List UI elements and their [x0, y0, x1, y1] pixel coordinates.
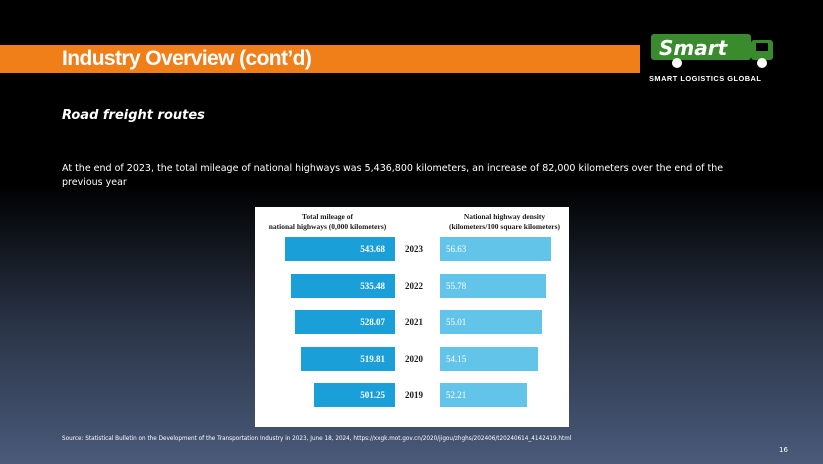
source-note: Source: Statistical Bulletin on the Development of the Transportation Industry in 2023, June 18, 2024, https://xxgk.mot.gov.cn/2020/jigou/zhghs/202406/t20240614_4142419.html	[62, 436, 572, 442]
mileage-bar-2023: 543.68	[285, 237, 395, 261]
right-header-line1: National highway density	[463, 212, 546, 221]
right-header-line2: (kilometers/100 square kilometers)	[448, 221, 561, 231]
page-number: 16	[779, 446, 788, 454]
right-header	[440, 212, 569, 231]
density-bar-2022: 55.78	[440, 274, 546, 298]
density-bar-2019: 52.21	[440, 383, 527, 407]
body-text: At the end of 2023, the total mileage of national highways was 5,436,800 kilometers, an increase of 82,000 kilometers over the end of the previous year	[62, 163, 724, 188]
mileage-bar-2021: 528.07	[295, 310, 395, 334]
density-bar-2020: 54.15	[440, 347, 538, 371]
year-label-2020: 2020	[405, 353, 423, 364]
slide-title: Industry Overview (cont’d)	[62, 47, 312, 70]
highway-chart	[255, 207, 569, 427]
logo-wordmark: Smart	[659, 36, 728, 60]
left-header	[255, 212, 400, 231]
year-label-2022: 2022	[405, 280, 423, 291]
left-header-line2: national highways (0,000 kilometers)	[268, 221, 387, 231]
mileage-bar-2019: 501.25	[314, 383, 395, 407]
year-label-2023: 2023	[405, 244, 423, 254]
year-label-2019: 2019	[405, 390, 423, 400]
mileage-bar-2020: 519.81	[301, 347, 395, 371]
year-label-2021: 2021	[405, 317, 423, 327]
section-title: Road freight routes	[62, 108, 205, 123]
density-bar-2023: 56.63	[440, 237, 551, 261]
mileage-bar-2022: 535.48	[291, 274, 395, 298]
density-bar-2021: 55.01	[440, 310, 542, 334]
logo-tagline: SMART LOGISTICS GLOBAL	[649, 74, 762, 83]
left-header-line1: Total mileage of	[302, 212, 353, 221]
